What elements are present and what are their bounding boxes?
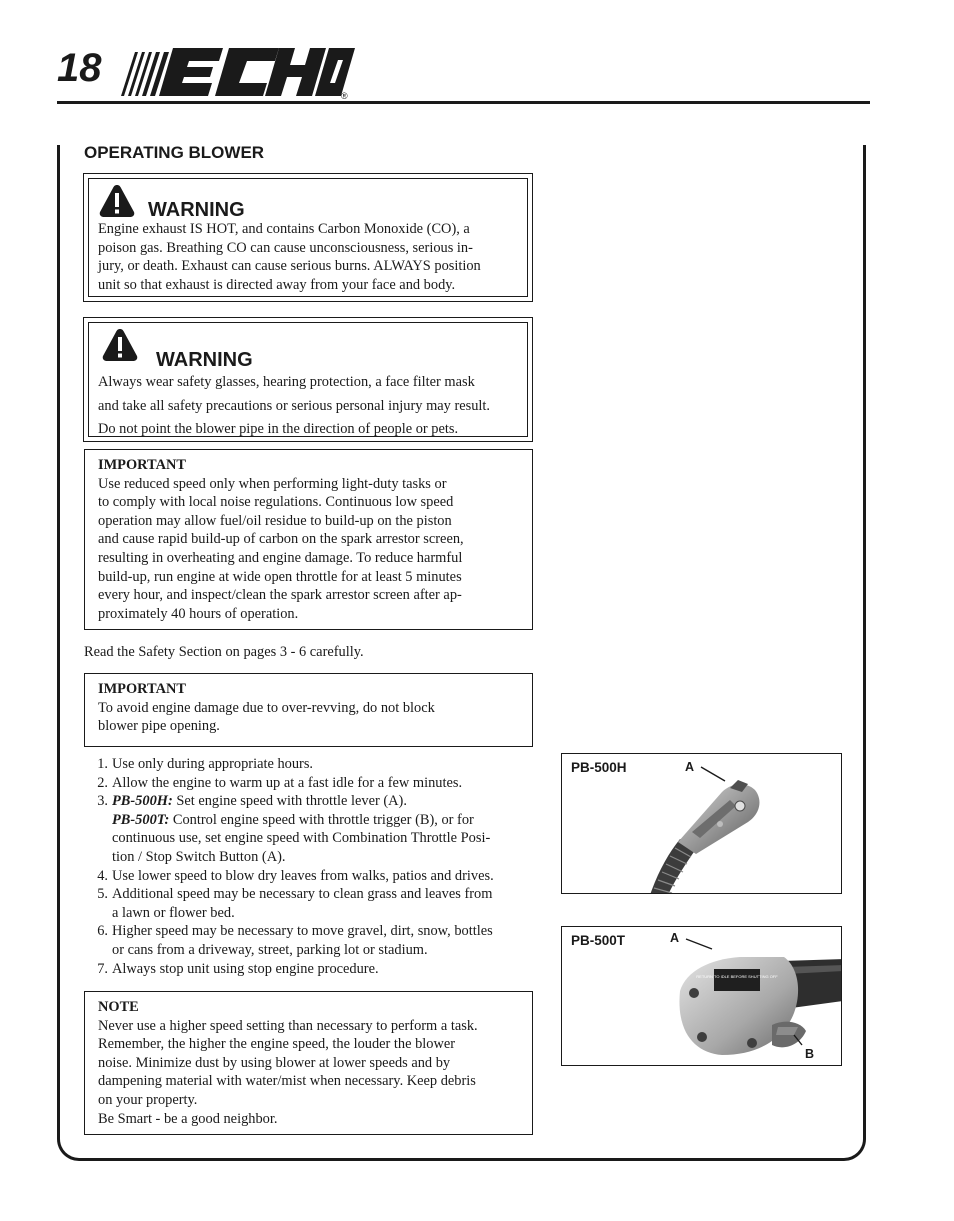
warning-icon — [99, 184, 135, 217]
page-number: 18 — [57, 46, 102, 90]
callout-a-leader — [562, 754, 842, 894]
important-text: To avoid engine damage due to over-revving, do not block blower pipe opening. — [98, 699, 435, 735]
list-item: 6. Higher speed may be necessary to move gravel, dirt, snow, bottles or cans from a driveway, street, parking lot or stadium. — [97, 923, 493, 958]
warning-box-safety-gear — [83, 317, 533, 442]
important-label: IMPORTANT — [98, 457, 186, 473]
figure-pb-500h — [561, 753, 842, 894]
list-item: 5. Additional speed may be necessary to clean grass and leaves from a lawn or flower bed. — [97, 886, 493, 921]
note-text: Never use a higher speed setting than necessary to perform a task. Remember, the higher the engine speed, the louder the blower noise. Minimize dust by using blower at lower speeds and by dampening material with water/mist when necessary. Keep debris on your property. Be Smart - be a good neighbor. — [98, 1017, 478, 1127]
operating-steps-list — [88, 755, 538, 978]
list-item: 4. Use lower speed to blow dry leaves from walks, patios and drives. — [97, 867, 494, 884]
note-label: NOTE — [98, 999, 139, 1015]
list-item: 2. Allow the engine to warm up at a fast idle for a few minutes. — [97, 774, 463, 791]
important-label: IMPORTANT — [98, 681, 186, 697]
important-box-over-revving — [84, 673, 533, 747]
figure-model-label: PB-500H — [571, 760, 627, 775]
warning-text: Always wear safety glasses, hearing protection, a face filter mask and take all safety precautions or serious personal injury may result. Do not point the blower pipe in the direction of people or pets. — [98, 374, 491, 437]
callout-a: A — [670, 931, 680, 945]
important-box-reduced-speed — [84, 449, 533, 630]
callout-a: A — [685, 760, 695, 774]
echo-logo — [115, 44, 355, 100]
warning-box-exhaust — [83, 173, 533, 302]
callout-leaders — [562, 927, 842, 1066]
figure-pb-500t — [561, 926, 842, 1066]
important-text: Use reduced speed only when performing light-duty tasks or to comply with local noise regulations. Continuous low speed operation may allow fuel/oil residue to build-up on the piston and cause rapid build-up of carbon on the spark arrestor screen, resulting in overheating and engine damage. To reduce harmful build-up, run engine at wide open throttle for at least 5 minutes every hour, and inspect/clean the spark arrestor screen after ap- proximately 40 hours of operation. — [98, 475, 464, 622]
list-item: 7. Always stop unit using stop engine procedure. — [97, 960, 379, 977]
header-rule — [57, 101, 870, 104]
callout-b: B — [805, 1047, 815, 1061]
registered-mark: ® — [341, 91, 348, 100]
list-item: 1. Use only during appropriate hours. — [97, 756, 314, 772]
warning-heading: WARNING — [156, 349, 253, 371]
safety-section-reference: Read the Safety Section on pages 3 - 6 carefully. — [84, 644, 364, 660]
throttle-sticker-text: RETURN TO IDLE BEFORE SHUTTING OFF — [696, 974, 778, 979]
figure-model-label: PB-500T — [571, 933, 626, 948]
warning-text: Engine exhaust IS HOT, and contains Carbon Monoxide (CO), a poison gas. Breathing CO can cause unconsciousness, serious in- jury, or death. Exhaust can cause serious burns. ALWAYS position unit so that exhaust is directed away from your face and body. — [98, 221, 481, 293]
note-box — [84, 991, 533, 1135]
warning-icon — [102, 328, 138, 361]
section-title: OPERATING BLOWER — [84, 143, 265, 162]
list-item: 3. PB-500H: Set engine speed with throttle lever (A). PB-500T: Control engine speed with throttle trigger (B), or for continuous use, set engine speed with Combination Throttle Posi- tion / Stop Switch Button (A). — [97, 793, 491, 865]
warning-heading: WARNING — [148, 199, 245, 221]
